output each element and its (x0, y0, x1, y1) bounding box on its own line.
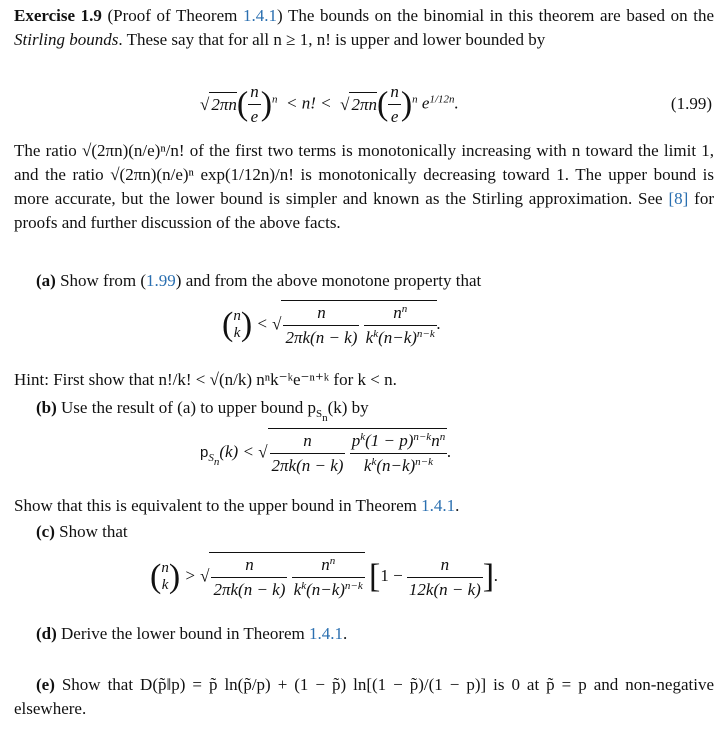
binomial-pmf-bound: $p_{S_n}(k)$ < √ $\frac{n}{2\pi k(n - k)}$ $\frac{p^k(1 - p)^{n-k}n^n}{k^k(n-k)^{n-k}}$ . (200, 428, 451, 478)
exercise-subtitle-pre: (Proof of Theorem (107, 6, 243, 25)
equation-link[interactable]: 1.99 (146, 271, 176, 290)
part-e: (e) Show that D(p̃‖p) = p̃ ln(p̃/p) + (1 − p̃) ln[(1 − p̃)/(1 − p)] is 0 at p̃ = p and non-negative elsewhere. (14, 675, 714, 718)
intro-text-2: . These say that for all n ≥ 1, n! is upper and lower bounded by (118, 30, 546, 49)
equivalence-note: Show that this is equivalent to the upper bound in Theorem 1.4.1. (14, 496, 460, 515)
part-e-label: (e) (36, 675, 55, 694)
equation-number: (1.99) (670, 94, 712, 113)
theorem-link[interactable]: 1.4.1 (242, 6, 277, 25)
part-d: (d) Derive the lower bound in Theorem 1.4.1. (36, 624, 348, 643)
part-d-label: (d) (36, 624, 57, 643)
ratio-paragraph: The ratio √(2πn)(n/e)ⁿ/n! of the first two terms is monotonically increasing with n toward the limit 1, and the ratio √(2πn)(n/e)ⁿ exp(1/12n)/n! is monotonically decreasing toward 1. The upper bound is more accurate, but the lower bound is simpler and known as the Stirling approximation. See [8] for proofs and further discussion of the above facts. (14, 141, 714, 232)
binomial-upper-bound: ( n k ) < √ $\frac{n}{2\pi k(n - k)}$ $\frac{n^n}{k^k(n-k)^{n-k}}$ . (222, 300, 441, 350)
part-b: (b) Use the result of (a) to upper bound $p_{S_n}(k)$ by (36, 398, 369, 424)
exercise-title: Exercise 1.9 (14, 6, 102, 25)
theorem-link-2[interactable]: 1.4.1 (421, 496, 456, 515)
binomial-lower-bound: ( n k ) > √ $\frac{n}{2\pi k(n - k)}$ $\frac{n^n}{k^k(n-k)^{n-k}}$ [1 − $\frac{n}{12k(n - k)}$ ]. (150, 552, 498, 602)
part-c-label: (c) (36, 522, 55, 541)
hint-a: Hint: First show that n!/k! < √(n/k) nⁿk⁻ᵏe⁻ⁿ⁺ᵏ for k < n. (14, 370, 397, 389)
theorem-link-3[interactable]: 1.4.1 (309, 624, 344, 643)
intro-text-1: The bounds on the binomial in this theorem are based on the (287, 6, 714, 25)
part-c: (c) Show that (36, 522, 128, 541)
part-a-label: (a) (36, 271, 56, 290)
stirling-equation: √ 2πn( $\frac{n}{e}$ )$^n$ < n! < √ 2πn( $\frac{n}{e}$ )$^n$ $e^{1/12n}$. (200, 82, 459, 126)
exercise-intro: Exercise 1.9 (Proof of Theorem 1.4.1) The bounds on the binomial in this theorem are based on the Stirling bounds. These say that for all n ≥ 1, n! is upper and lower bounded by (14, 6, 714, 49)
intro-emphasis: Stirling bounds (14, 30, 119, 49)
citation-link[interactable]: [8] (668, 189, 689, 208)
part-b-label: (b) (36, 398, 57, 417)
part-a: (a) Show from (1.99) and from the above monotone property that (36, 271, 482, 290)
